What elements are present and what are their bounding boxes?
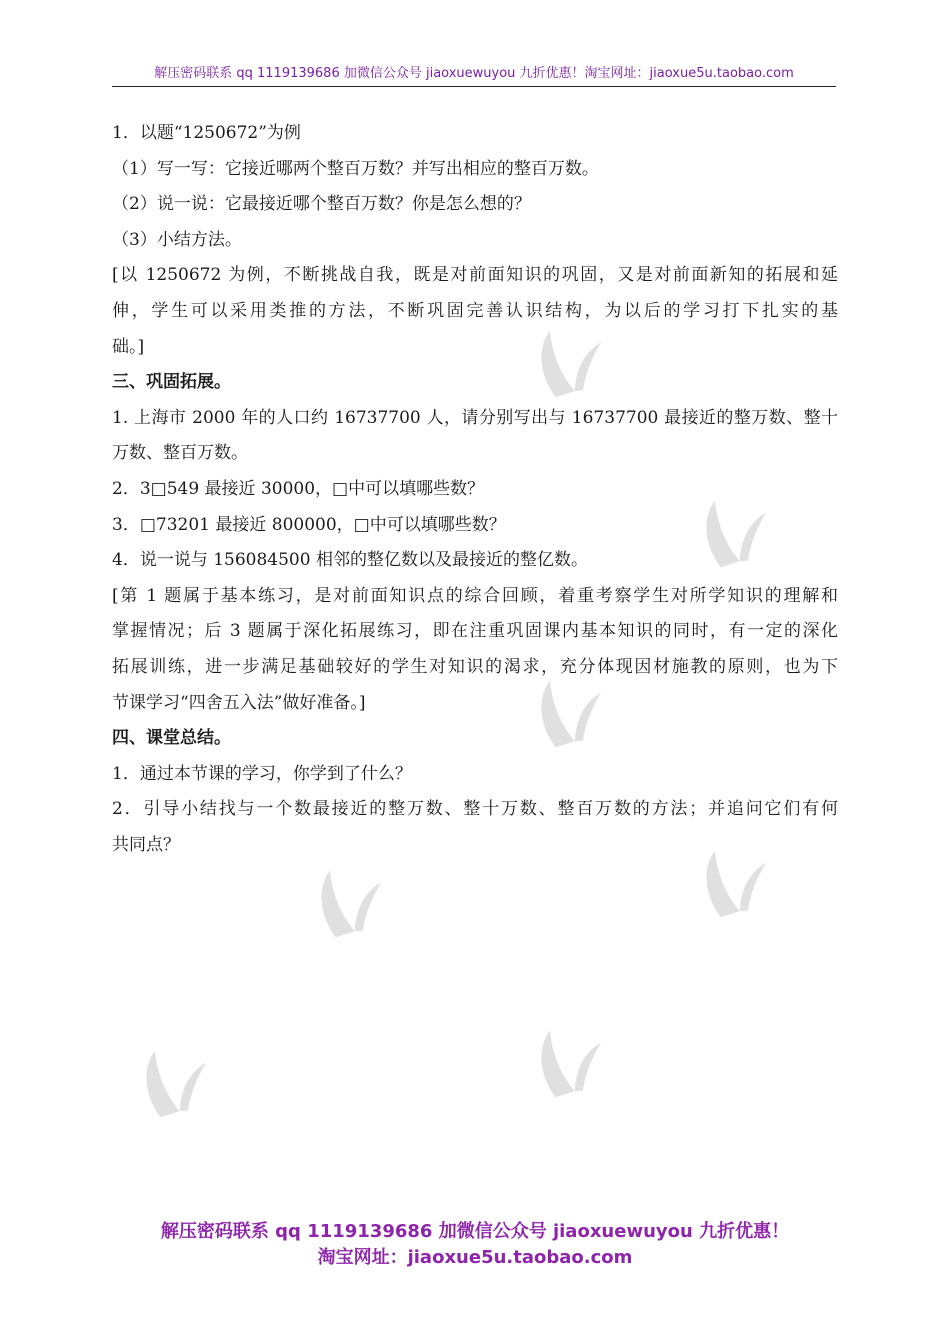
text-line: 共同点？	[112, 834, 180, 855]
document-body	[112, 116, 838, 863]
text-line: 1．以题“1250672”为例	[112, 123, 301, 143]
text-line: [以 1250672 为例，不断挑战自我，既是对前面知识的巩固，又是对前面新知的拓展和延	[112, 265, 838, 286]
section-heading: 三、巩固拓展。	[112, 372, 231, 393]
text-line: 掌握情况；后 3 题属于深化拓展练习，即在注重巩固课内基本知识的同时，有一定的深化	[112, 621, 838, 642]
watermark-logo	[505, 1000, 705, 1110]
text-line: （3）小结方法。	[112, 229, 242, 250]
text-line: 2．3□549 最接近 30000，□中可以填哪些数？	[112, 478, 485, 499]
header-text: 解压密码联系 qq 1119139686 加微信公众号 jiaoxuewuyou 九折优惠！淘宝网址：jiaoxue5u.taobao.com	[154, 66, 794, 81]
text-line: 1. 上海市 2000 年的人口约 16737700 人，请分别写出与 16737700 最接近的整万数、整十	[112, 407, 838, 428]
text-line: 础。]	[112, 336, 145, 357]
text-line: （1）写一写：它接近哪两个整百万数？并写出相应的整百万数。	[112, 158, 599, 179]
text-line: 2．引导小结找与一个数最接近的整万数、整十万数、整百万数的方法；并追问它们有何	[112, 799, 838, 820]
footer-contact: 解压密码联系 qq 1119139686 加微信公众号 jiaoxuewuyou 九折优惠！	[160, 1221, 790, 1242]
text-line: [第 1 题属于基本练习，是对前面知识点的综合回顾，着重考察学生对所学知识的理解和	[112, 585, 838, 606]
text-line: 节课学习“四舍五入法”做好准备。]	[112, 692, 366, 713]
section-heading: 四、课堂总结。	[112, 728, 231, 749]
text-line: 3．□73201 最接近 800000，□中可以填哪些数？	[112, 514, 506, 535]
text-line: 4．说一说与 156084500 相邻的整亿数以及最接近的整亿数。	[112, 550, 588, 571]
text-line: 伸，学生可以采用类推的方法，不断巩固完善认识结构，为以后的学习打下扎实的基	[112, 300, 838, 321]
watermark-logo	[110, 1020, 310, 1130]
text-line: 1．通过本节课的学习，你学到了什么？	[112, 763, 412, 784]
text-line: 万数、整百万数。	[112, 443, 248, 464]
footer-shop-url: 淘宝网址：jiaoxue5u.taobao.com	[317, 1247, 633, 1268]
page-header	[112, 62, 836, 87]
text-line: 拓展训练，进一步满足基础较好的学生对知识的渴求，充分体现因材施教的原则，也为下	[112, 656, 838, 677]
text-line: （2）说一说：它最接近哪个整百万数？你是怎么想的？	[112, 194, 531, 215]
